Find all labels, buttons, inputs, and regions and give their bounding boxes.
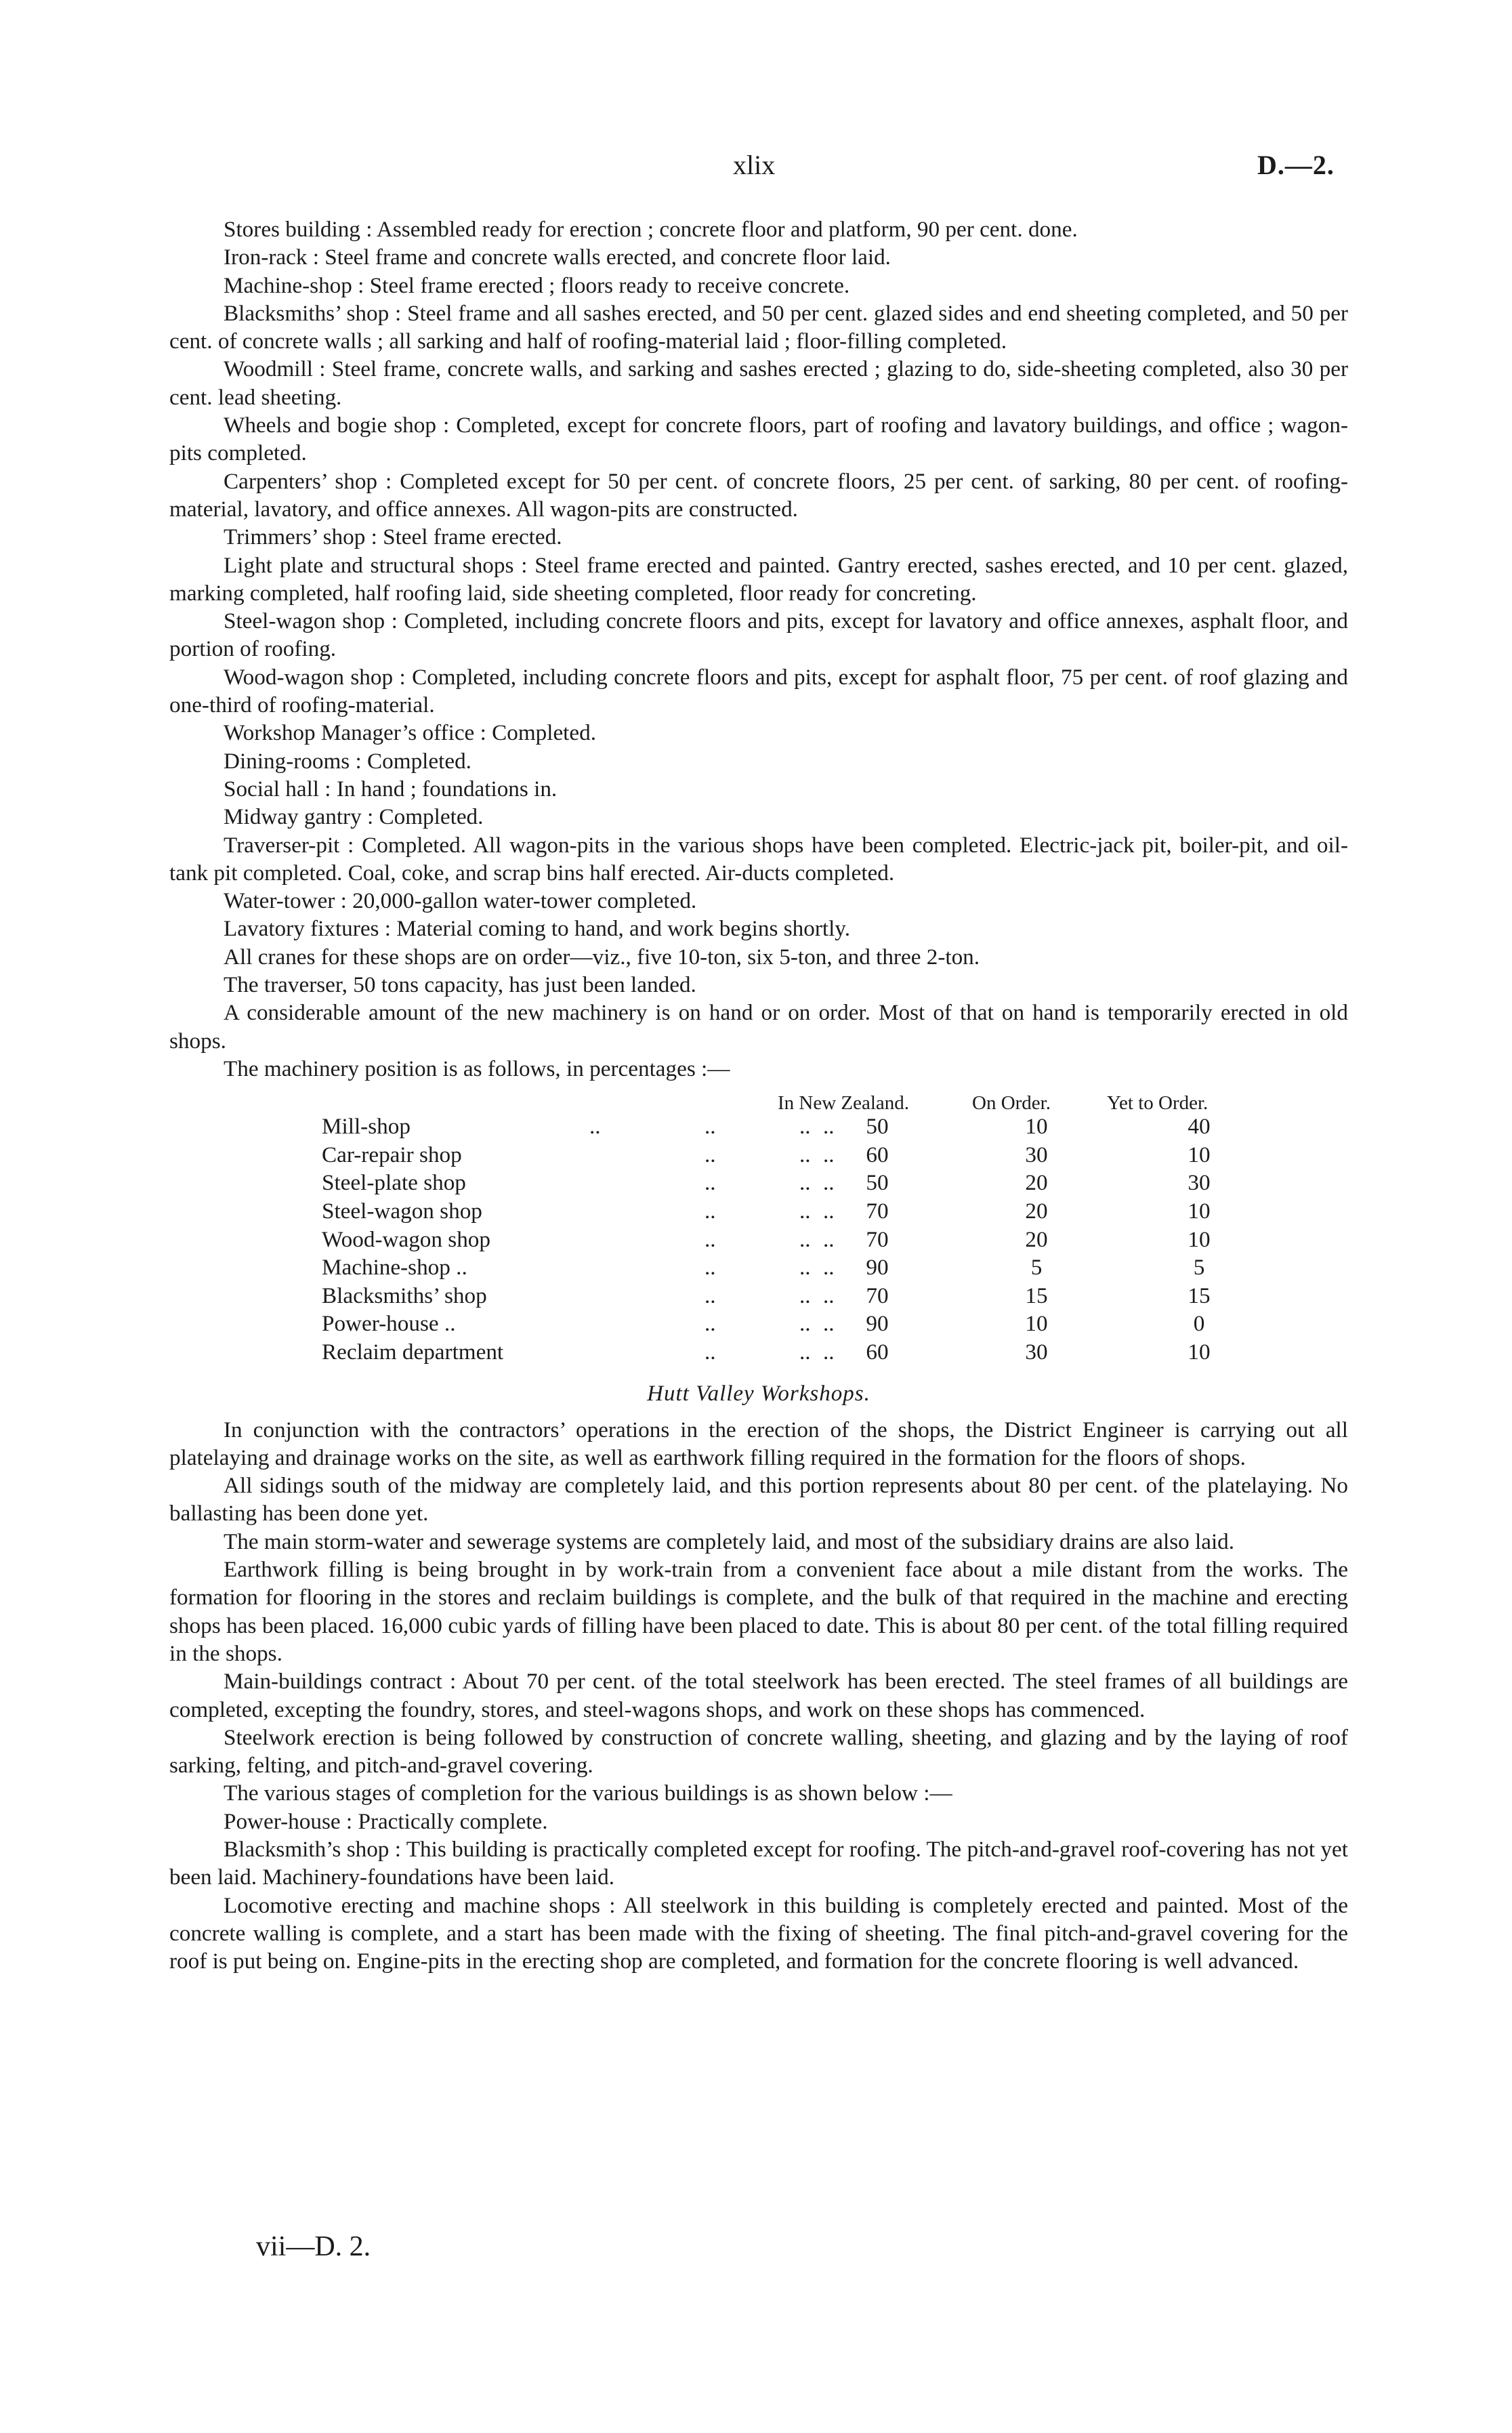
value-on-order: 30: [1025, 1142, 1048, 1167]
table-row: [169, 1227, 1348, 1255]
paragraph-label: Main-buildings contract :: [224, 1669, 457, 1694]
value-yet-to-order: 10: [1188, 1226, 1211, 1252]
paragraph: [169, 1472, 1348, 1528]
leader-dots: ..: [823, 1311, 835, 1337]
value-in-new-zealand: 60: [866, 1339, 889, 1365]
leader-dots: ..: [823, 1114, 835, 1140]
paragraph: [169, 299, 1348, 356]
paragraph: [169, 552, 1348, 608]
paragraph-text: Completed, including concrete floors and pits, except for lavatory and office annexes, asphalt floor, and portion of roofing.: [169, 608, 1349, 662]
paragraph-label: Woodmill :: [224, 356, 326, 382]
paragraph-text: All steelwork in this building is completely erected and painted. Most of the concrete walling is complete, and a start has been made with the fixing of sheeting. The final pitch-and-gravel covering for the roof is put being on. Engine-pits in the erecting shop are completed, and formation for the concrete flooring is well advanced.: [169, 1892, 1348, 1974]
value-on-order: 20: [1025, 1198, 1048, 1224]
value-on-order: 5: [1030, 1255, 1043, 1281]
paragraph-text: Completed.: [492, 720, 597, 746]
value-yet-to-order: 10: [1188, 1198, 1211, 1224]
paragraph: [169, 1808, 1348, 1835]
paragraph-text: Steelwork erection is being followed by construction of concrete walling, sheeting, and glazing and by the laying of roof sarking, felting, and pitch-and-gravel covering.: [169, 1724, 1348, 1779]
leader-dots: ..: [799, 1311, 811, 1337]
value-in-new-zealand: 70: [866, 1226, 889, 1252]
paragraph: [169, 943, 1348, 971]
paragraph: [169, 887, 1348, 915]
works-progress-list: [169, 215, 1348, 1083]
paragraph: [169, 272, 1348, 299]
leader-dots: ..: [799, 1170, 811, 1196]
header-yet-to-order: Yet to Order.: [1107, 1092, 1209, 1115]
paragraph-text: Steel frame erected.: [383, 524, 562, 550]
document-reference: D.—2.: [1257, 150, 1335, 180]
paragraph-text: Completed. All wagon-pits in the various shops have been completed. Electric-jack pit, boiler-pit, and oil-tank pit completed. Coal, coke, and scrap bins half erected. Air-ducts completed.: [169, 832, 1348, 886]
paragraph: [169, 411, 1348, 467]
machine-name: Reclaim department: [322, 1339, 504, 1365]
leader-dots: ..: [799, 1339, 811, 1365]
paragraph-label: Power-house :: [224, 1808, 353, 1834]
paragraph-text: In conjunction with the contractors’ operations in the erection of the shops, the District Engineer is carrying out all platelaying and drainage works on the site, as well as earthwork filling required in the formation for the floors of shops.: [169, 1417, 1348, 1470]
table-header: [169, 1088, 1348, 1114]
paragraph-text: A considerable amount of the new machinery is on hand or on order. Most of that on hand is temporarily erected in old shops.: [169, 1000, 1348, 1054]
header-on-order: On Order.: [972, 1092, 1051, 1115]
paragraph: [169, 1892, 1348, 1976]
paragraph-label: Steel-wagon shop :: [224, 608, 398, 634]
value-in-new-zealand: 90: [866, 1311, 889, 1337]
paragraph-label: Machine-shop :: [224, 272, 364, 298]
paragraph-text: Assembled ready for erection ; concrete floor and platform, 90 per cent. done.: [376, 217, 1078, 242]
paragraph-label: Social hall :: [224, 776, 331, 802]
table-row: [169, 1311, 1348, 1339]
machine-name: Steel-wagon shop: [322, 1198, 482, 1224]
table-row: [169, 1255, 1348, 1283]
paragraph: [169, 523, 1348, 551]
paragraph: [169, 775, 1348, 803]
paragraph-text: Completed.: [367, 748, 471, 774]
value-yet-to-order: 15: [1188, 1283, 1211, 1308]
header-in-new-zealand: In New Zealand.: [778, 1092, 910, 1115]
paragraph: [169, 1667, 1348, 1724]
leader-dots: ..: [799, 1198, 811, 1224]
paragraph-label: Water-tower :: [224, 888, 347, 914]
leader-dots: ..: [799, 1226, 811, 1252]
paragraph: [169, 915, 1348, 942]
paragraph-text: This building is practically completed except for roofing. The pitch-and-gravel roof-covering has not yet been laid. Machinery-foundations have been laid.: [169, 1837, 1348, 1890]
paragraph: [169, 607, 1348, 663]
leader-dots: ..: [823, 1226, 835, 1252]
table-row: [169, 1142, 1348, 1171]
paragraph-text: The machinery position is as follows, in percentages :—: [224, 1056, 730, 1081]
paragraph-label: Carpenters’ shop :: [224, 468, 392, 494]
paragraph-label: Locomotive erecting and machine shops :: [224, 1892, 616, 1918]
value-in-new-zealand: 70: [866, 1198, 889, 1224]
leader-dots: ..: [705, 1170, 716, 1196]
paragraph-label: Iron-rack :: [224, 245, 319, 270]
value-yet-to-order: 10: [1188, 1142, 1211, 1167]
value-in-new-zealand: 50: [866, 1114, 889, 1140]
paragraph-text: Steel frame and all sashes erected, and 50 per cent. glazed sides and end sheeting completed, and 50 per cent. of concrete walls ; all sarking and half of roofing-material laid ; floor-filling completed.: [169, 300, 1348, 354]
paragraph: [169, 1724, 1348, 1780]
paragraph-label: Blacksmith’s shop :: [224, 1837, 401, 1862]
paragraph-text: Completed, except for concrete floors, part of roofing and lavatory buildings, and office ; wagon-pits completed.: [169, 413, 1348, 466]
leader-dots: ..: [705, 1311, 716, 1337]
paragraph-label: Wheels and bogie shop :: [224, 413, 450, 438]
table-row: [169, 1170, 1348, 1199]
paragraph: [169, 1528, 1348, 1556]
value-on-order: 20: [1025, 1226, 1048, 1252]
value-yet-to-order: 30: [1188, 1170, 1211, 1196]
leader-dots: ..: [799, 1255, 811, 1281]
paragraph-text: Steel frame erected and painted. Gantry erected, sashes erected, and 10 per cent. glazed, marking completed, half roofing laid, side sheeting completed, floor ready for concreting.: [169, 552, 1349, 606]
paragraph-text: All sidings south of the midway are completely laid, and this portion represents about 80 per cent. of the platelaying. No ballasting has been done yet.: [169, 1473, 1348, 1526]
leader-dots: ..: [823, 1255, 835, 1281]
machine-name: Blacksmiths’ shop: [322, 1283, 487, 1308]
leader-dots: ..: [823, 1283, 835, 1308]
machine-name: Wood-wagon shop: [322, 1226, 490, 1252]
leader-dots: ..: [705, 1142, 716, 1167]
paragraph-text: Steel frame and concrete walls erected, and concrete floor laid.: [324, 245, 891, 270]
table-row: [169, 1199, 1348, 1227]
table-body: [169, 1114, 1348, 1367]
paragraph: [169, 663, 1348, 720]
paragraph-label: Traverser-pit :: [224, 832, 354, 858]
paragraph-text: In hand ; foundations in.: [336, 776, 558, 802]
paragraph: [169, 467, 1348, 524]
paragraph-text: Earthwork filling is being brought in by work-train from a convenient face about a mile distant from the works. The formation for flooring in the stores and reclaim buildings is complete, and the bulk of that required in the machine and erecting shops has been placed. 16,000 cubic yards of filling have been placed to date. This is about 80 per cent. of the total filling required in the shops.: [169, 1557, 1348, 1666]
machinery-table: [169, 1088, 1348, 1367]
value-yet-to-order: 5: [1193, 1255, 1205, 1281]
page-number: xlix: [733, 150, 776, 180]
paragraph: [169, 971, 1348, 999]
leader-dots: ..: [823, 1198, 835, 1224]
leader-dots: ..: [705, 1114, 716, 1140]
leader-dots: ..: [799, 1283, 811, 1308]
paragraph-label: Wood-wagon shop :: [224, 664, 406, 690]
paragraph-label: Stores building :: [224, 217, 373, 242]
paragraph-text: 20,000-gallon water-tower completed.: [352, 888, 697, 914]
paragraph: [169, 355, 1348, 411]
leader-dots: ..: [799, 1142, 811, 1167]
machine-name: Steel-plate shop: [322, 1170, 466, 1196]
value-in-new-zealand: 70: [866, 1283, 889, 1308]
machine-name: Power-house ..: [322, 1311, 456, 1337]
leader-dots: ..: [705, 1339, 716, 1365]
leader-dots: ..: [823, 1170, 835, 1196]
paragraph-label: Workshop Manager’s office :: [224, 720, 486, 746]
paragraph: [169, 1779, 1348, 1807]
paragraph-label: Light plate and structural shops :: [224, 552, 528, 578]
value-in-new-zealand: 90: [866, 1255, 889, 1281]
paragraph-text: Completed, including concrete floors and pits, except for asphalt floor, 75 per cent. of roof glazing and one-third of roofing-material.: [169, 664, 1348, 718]
leader-dots: ..: [705, 1255, 716, 1281]
paragraph-label: Midway gantry :: [224, 804, 374, 830]
paragraph-label: Trimmers’ shop :: [224, 524, 377, 550]
paragraph: [169, 243, 1348, 271]
paragraph: [169, 719, 1348, 747]
value-on-order: 30: [1025, 1339, 1048, 1365]
machine-name: Car-repair shop: [322, 1142, 462, 1167]
paragraph-label: Dining-rooms :: [224, 748, 362, 774]
paragraph: [169, 1556, 1348, 1667]
leader-dots: ..: [823, 1339, 835, 1365]
paragraph: [169, 831, 1348, 888]
value-on-order: 10: [1025, 1311, 1048, 1337]
value-yet-to-order: 10: [1188, 1339, 1211, 1365]
paragraph-text: Practically complete.: [358, 1808, 548, 1834]
section-heading: Hutt Valley Workshops.: [647, 1381, 870, 1406]
leader-dots: ..: [589, 1114, 601, 1140]
machine-name: Machine-shop ..: [322, 1255, 467, 1281]
paragraph-text: The main storm-water and sewerage systems are completely laid, and most of the subsidiary drains are also laid.: [224, 1529, 1235, 1554]
paragraph: [169, 747, 1348, 775]
paragraph-label: Lavatory fixtures :: [224, 916, 391, 942]
page-body: [169, 215, 1348, 1975]
leader-dots: ..: [705, 1283, 716, 1308]
paragraph-text: Material coming to hand, and work begins shortly.: [396, 916, 851, 942]
paragraph-text: All cranes for these shops are on order—viz., five 10-ton, six 5-ton, and three 2-ton.: [224, 944, 980, 970]
paragraph-text: Completed except for 50 per cent. of concrete floors, 25 per cent. of sarking, 80 per cent. of roofing-material, lavatory, and office annexes. All wagon-pits are constructed.: [169, 468, 1349, 522]
paragraph: [169, 803, 1348, 831]
paragraph-text: The traverser, 50 tons capacity, has just been landed.: [224, 972, 696, 998]
paragraph: [169, 1416, 1348, 1472]
machine-name: Mill-shop: [322, 1114, 411, 1140]
paragraph: [169, 999, 1348, 1055]
paragraph: [169, 1055, 1348, 1083]
value-on-order: 15: [1025, 1283, 1048, 1308]
value-on-order: 10: [1025, 1114, 1048, 1140]
paragraph-label: Blacksmiths’ shop :: [224, 300, 402, 326]
table-row: [169, 1114, 1348, 1142]
paragraph: [169, 1835, 1348, 1892]
leader-dots: ..: [705, 1198, 716, 1224]
paragraph-text: About 70 per cent. of the total steelwork has been erected. The steel frames of all buildings are completed, excepting the foundry, stores, and steel-wagons shops, and work on these shops has commenced.: [169, 1669, 1349, 1722]
paragraph-text: Steel frame erected ; floors ready to receive concrete.: [369, 272, 850, 298]
value-yet-to-order: 0: [1193, 1311, 1205, 1337]
value-yet-to-order: 40: [1188, 1114, 1211, 1140]
paragraph-text: The various stages of completion for the various buildings is as shown below :—: [224, 1781, 952, 1806]
leader-dots: ..: [705, 1226, 716, 1252]
paragraph-text: Steel frame, concrete walls, and sarking and sashes erected ; glazing to do, side-sheeting completed, also 30 per cent. lead sheeting.: [169, 356, 1348, 410]
signature-mark: vii—D. 2.: [256, 2231, 371, 2262]
paragraph-text: Completed.: [379, 804, 484, 830]
value-in-new-zealand: 60: [866, 1142, 889, 1167]
value-on-order: 20: [1025, 1170, 1048, 1196]
table-row: [169, 1339, 1348, 1368]
hutt-valley-progress-list: [169, 1416, 1348, 1976]
value-in-new-zealand: 50: [866, 1170, 889, 1196]
leader-dots: ..: [799, 1114, 811, 1140]
paragraph: [169, 215, 1348, 243]
table-row: [169, 1283, 1348, 1312]
leader-dots: ..: [823, 1142, 835, 1167]
